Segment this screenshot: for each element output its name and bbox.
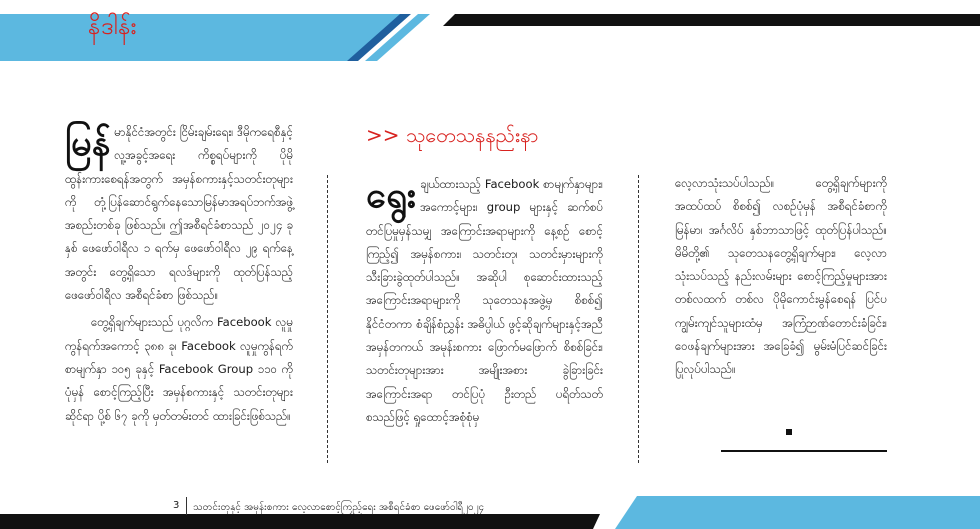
header-black-band [443,14,980,26]
dropcap: ရွေး [366,175,417,216]
findings-paragraph: တွေ့ရှိချက်များသည် ပုဂ္ဂလိက Facebook လူမှုကွန်ရက်အကောင့် ၃၈၈ ခု၊ Facebook လူမှုကွန်ရက် စာမျက်နှာ ၁၀၅ ခုနှင့် Facebook Group ၁၁၀ ကို ပုံမှန် စောင့်ကြည့်ပြီး အမှန်စကားနှင့် သတင်းတုများ ဆိုင်ရာ ပို့စ် ၆၇ ခုကို မှတ်တမ်းတင် ထားခြင်းဖြစ်သည်။ [65,315,293,423]
footer-bands [0,496,980,529]
review-paragraph: လေ့လာသုံးသပ်ပါသည်။ တွေ့ရှိချက်များကို အထပ်ထပ် စိစစ်၍ လစဉ်ပုံမှန် အစီရင်ခံစာကို မြန်မာ၊ အင်္ဂလိပ် နှစ်ဘာသာဖြင့် ထုတ်ပြန်ပါသည်။ မိမိတို့၏ သုတေသနတွေ့ရှိချက်များ၊ လေ့လာသုံးသပ်သည့် နည်းလမ်းများ စောင့်ကြည့်မှုများအား တစ်လထက် တစ်လ ပိုမိုကောင်းမွန်စေရန် ပြင်ပကျွမ်းကျင်သူများထံမှ အကြံဉာဏ်တောင်းခံခြင်း၊ ဝေဖန်ချက်များအား အခြေခံ၍ မွမ်းမံပြင်ဆင်ခြင်း ပြုလုပ်ပါသည်။ [675,176,887,377]
section-title: >> သုတေသနနည်းနာ [366,123,539,147]
header-bands [0,0,980,70]
page-title: နိဒါန်း [88,12,138,40]
header-light-blue-band [0,14,408,61]
footer-separator [186,497,187,515]
intro-text: မာနိုင်ငံအတွင်း ငြိမ်းချမ်းရေး၊ ဒီမိုကရေစီနှင့် လူ့အခွင့်အရေး ကိစ္စရပ်များကို ပိုမိုထွန်းကားစေရန်အတွက် အမှန်စကားနှင့်သတင်းတုများကို တုံ့ပြန်ဆောင်ရွက်နေသောမြန်မာအရပ်ဘက်အဖွဲ့အစည်းတစ်ခု ဖြစ်သည်။ ဤအစီရင်ခံစာသည် ၂၀၂၄ ခုနှစ် ဖေဖော်ဝါရီလ ၁ ရက်မှ ဖေဖော်ဝါရီလ ၂၉ ရက်နေ့အတွင်း တွေ့ရှိသော ရလဒ်များကို ထုတ်ပြန်သည့် ဖေဖော်ဝါရီလ အစီရင်ခံစာ ဖြစ်သည်။ [65,125,293,303]
right-column [675,172,887,382]
page-number: 3 [173,500,180,511]
method-text: ချယ်ထားသည့် Facebook စာမျက်နှာများ၊ အကောင့်များ၊ group များနှင့် ဆက်စပ်တင်ပြမှုမှန်သမျှ အကြောင်းအရာများကို နေ့စဉ် စောင့်ကြည့်၍ အမှန်စကား၊ သတင်းတု၊ သတင်းမှားများကို သီးခြားခွဲထုတ်ပါသည်။ အဆိုပါ စုဆောင်းထားသည့် အကြောင်းအရာများကို သုတေသနအဖွဲ့မှ စိစစ်၍ နိုင်ငံတကာ စံချိန်စံညွှန်း အဓိပ္ပါယ် ဖွင့်ဆိုချက်များနှင့်အညီ အမှန်တကယ် အမုန်းစကား ဖြောက်မဖြောက် စိစစ်ခြင်း၊ သတင်းတုများအား အမျိုးအစား ခွဲခြားခြင်း အကြောင်းအရာ တင်ပြပုံ ဦးတည် ပရိတ်သတ် စသည်ဖြင့် ရှုထောင့်အစုံစုံမှ [366,177,603,424]
column-divider-right [638,175,639,463]
method-paragraph [366,173,603,429]
left-column [65,121,293,428]
column-divider-left [327,175,328,463]
end-mark [786,429,792,435]
intro-paragraph [65,121,293,307]
footer-light-blue-band [615,496,980,529]
footer-text: သတင်းတုနှင့် အမုန်းစကား လေ့လာစောင့်ကြည့်ရေး အစီရင်ခံစာ ဖေဖော်ဝါရီ၂၀၂၄ [193,502,485,513]
dropcap: မြန် [65,123,111,164]
middle-column [366,173,603,429]
end-rule [721,450,887,452]
footer-black-band [0,514,600,529]
